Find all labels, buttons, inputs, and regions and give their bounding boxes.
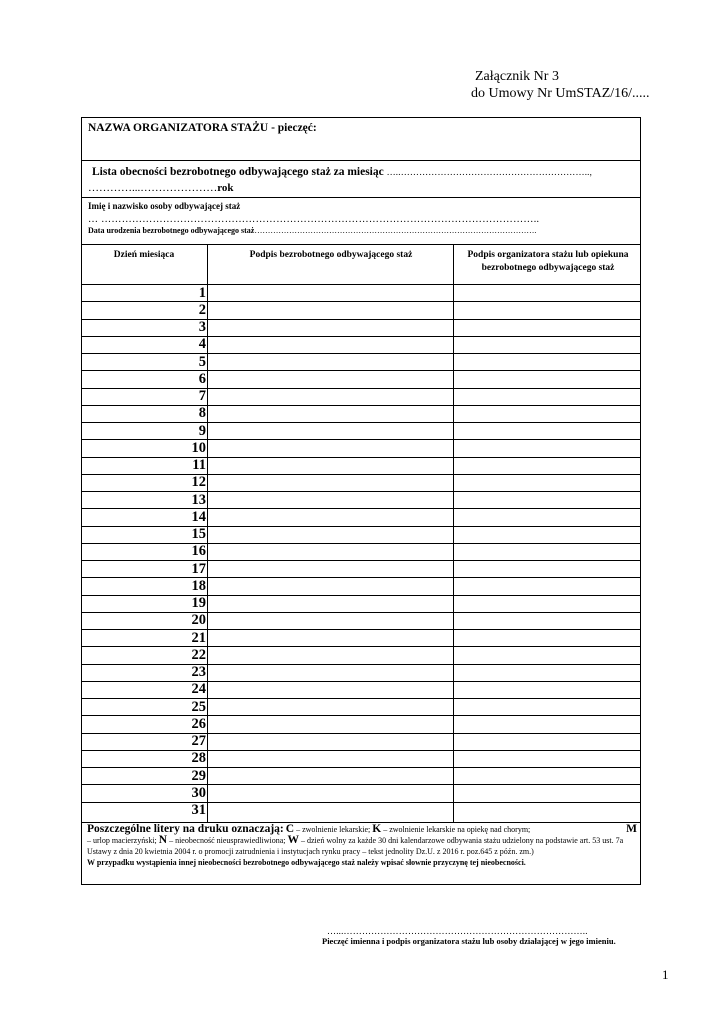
organizer-signature-cell[interactable] xyxy=(454,767,640,784)
organizer-signature-cell[interactable] xyxy=(454,526,640,543)
unemployed-signature-cell[interactable] xyxy=(208,560,453,577)
birth-field[interactable]: ……………………………………………………………………………………………. xyxy=(254,226,537,235)
day-number: 18 xyxy=(191,577,206,594)
organizer-signature-cell[interactable] xyxy=(454,474,640,491)
organizer-signature-cell[interactable] xyxy=(454,543,640,560)
organizer-signature-cell[interactable] xyxy=(454,560,640,577)
unemployed-signature-cell[interactable] xyxy=(208,612,453,629)
organizer-signature-cell[interactable] xyxy=(454,353,640,370)
legend-w-text: – dzień wolny za każde 30 dni kalendarzowe odbywania stażu udzielony na podstawie art. 53 ust. 7a Ustawy z dnia 20 kwietnia 2004 r. o promocji zatrudnienia i instytucjach rynku pracy – tekst jednolity Dz.U. z 2016 r. poz.645 z późn. zm.) xyxy=(87,836,624,856)
year-label: rok xyxy=(217,182,234,194)
organizer-signature-cell[interactable] xyxy=(454,370,640,387)
birth-label: Data urodzenia bezrobotnego odbywającego staż xyxy=(88,226,255,235)
day-number: 25 xyxy=(191,698,206,715)
organizer-signature-cell[interactable] xyxy=(454,612,640,629)
name-field[interactable]: … ……………………………………………………………………………………………………………….. xyxy=(88,214,540,225)
day-number: 14 xyxy=(191,508,206,525)
unemployed-signature-cell[interactable] xyxy=(208,629,453,646)
legend-line-1 xyxy=(87,824,637,835)
day-number: 13 xyxy=(191,491,206,508)
col-header-day: Dzień miesiąca xyxy=(113,250,175,260)
organizer-signature-cell[interactable] xyxy=(454,388,640,405)
organizer-signature-cell[interactable] xyxy=(454,681,640,698)
organizer-signature-cell[interactable] xyxy=(454,595,640,612)
unemployed-signature-cell[interactable] xyxy=(208,543,453,560)
unemployed-signature-cell[interactable] xyxy=(208,577,453,594)
organizer-signature-cell[interactable] xyxy=(454,319,640,336)
day-number: 17 xyxy=(191,560,206,577)
day-number: 3 xyxy=(198,319,206,335)
day-number: 8 xyxy=(198,405,206,422)
unemployed-signature-cell[interactable] xyxy=(208,491,453,508)
unemployed-signature-cell[interactable] xyxy=(208,664,453,681)
unemployed-signature-cell[interactable] xyxy=(208,370,453,387)
signature-label: Pieczęć imienna i podpis organizatora stażu lub osoby działającej w jego imieniu. xyxy=(322,936,616,946)
unemployed-signature-cell[interactable] xyxy=(208,767,453,784)
legend xyxy=(87,824,637,868)
organizer-signature-cell[interactable] xyxy=(454,405,640,422)
unemployed-signature-cell[interactable] xyxy=(208,750,453,767)
col-header-organizer-signature: Podpis organizatora stażu lub opiekuna bezrobotnego odbywającego staż xyxy=(467,250,629,273)
contract-number: do Umowy Nr UmSTAZ/16/..... xyxy=(471,86,650,101)
organizer-signature-cell[interactable] xyxy=(454,784,640,801)
organizer-title: NAZWA ORGANIZATORA STAŻU - pieczęć: xyxy=(88,122,317,134)
organizer-signature-cell[interactable] xyxy=(454,336,640,353)
organizer-signature-cell[interactable] xyxy=(454,508,640,525)
name-label: Imię i nazwisko osoby odbywającej staż xyxy=(88,201,241,211)
day-number: 6 xyxy=(198,370,206,387)
day-number: 29 xyxy=(191,767,206,784)
legend-c-text: – zwolnienie lekarskie; xyxy=(294,825,373,834)
day-number: 16 xyxy=(191,543,206,560)
unemployed-signature-cell[interactable] xyxy=(208,698,453,715)
day-number: 4 xyxy=(198,336,206,353)
attendance-label: Lista obecności bezrobotnego odbywającego staż za miesiąc xyxy=(92,166,384,178)
organizer-signature-cell[interactable] xyxy=(454,301,640,318)
organizer-signature-cell[interactable] xyxy=(454,646,640,663)
col-header-unemployed-signature: Podpis bezrobotnego odbywającego staż xyxy=(249,250,413,260)
organizer-signature-cell[interactable] xyxy=(454,715,640,732)
unemployed-signature-cell[interactable] xyxy=(208,526,453,543)
day-number: 15 xyxy=(191,526,206,542)
day-number: 9 xyxy=(198,422,206,439)
unemployed-signature-cell[interactable] xyxy=(208,422,453,439)
day-number: 1 xyxy=(198,284,206,301)
unemployed-signature-cell[interactable] xyxy=(208,439,453,456)
organizer-signature-cell[interactable] xyxy=(454,491,640,508)
divider xyxy=(82,197,640,198)
legend-k-text: – zwolnienie lekarskie na opiekę nad chorym; xyxy=(381,825,531,834)
legend-k: K xyxy=(372,823,382,835)
unemployed-signature-cell[interactable] xyxy=(208,715,453,732)
day-number: 31 xyxy=(191,802,206,818)
day-number: 24 xyxy=(191,681,206,698)
unemployed-signature-cell[interactable] xyxy=(208,733,453,750)
month-field[interactable]: …..…………………………………………………….., xyxy=(386,167,593,177)
unemployed-signature-cell[interactable] xyxy=(208,319,453,336)
day-number: 19 xyxy=(191,595,206,611)
unemployed-signature-cell[interactable] xyxy=(208,336,453,353)
unemployed-signature-cell[interactable] xyxy=(208,457,453,474)
page-number: 1 xyxy=(662,967,669,982)
unemployed-signature-cell[interactable] xyxy=(208,474,453,491)
unemployed-signature-cell[interactable] xyxy=(208,353,453,370)
organizer-signature-cell[interactable] xyxy=(454,698,640,715)
attachment-number: Załącznik Nr 3 xyxy=(475,69,559,84)
attendance-label-row xyxy=(92,166,592,178)
unemployed-signature-cell[interactable] xyxy=(208,508,453,525)
organizer-signature-cell[interactable] xyxy=(454,802,640,819)
attendance-form xyxy=(81,117,641,885)
day-number: 11 xyxy=(192,457,206,473)
day-number: 30 xyxy=(191,784,206,801)
unemployed-signature-cell[interactable] xyxy=(208,802,453,819)
day-number: 10 xyxy=(191,439,206,456)
unemployed-signature-cell[interactable] xyxy=(208,301,453,318)
year-field[interactable]: …………...………………… xyxy=(88,182,218,194)
legend-n-text: – nieobecność nieusprawiedliwiona; xyxy=(167,836,288,845)
day-number: 20 xyxy=(191,612,206,629)
unemployed-signature-cell[interactable] xyxy=(208,388,453,405)
legend-n: N xyxy=(158,834,168,846)
legend-lead: Poszczególne litery na druku oznaczają: xyxy=(87,823,284,835)
legend-c: C xyxy=(285,823,295,835)
unemployed-signature-cell[interactable] xyxy=(208,646,453,663)
document-header xyxy=(471,68,650,102)
legend-m: M xyxy=(626,823,637,835)
unemployed-signature-cell[interactable] xyxy=(208,405,453,422)
legend-note: W przypadku wystąpienia innej nieobecności bezrobotnego odbywającego staż należy wpisać słownie przyczynę tej nieobecności. xyxy=(87,858,526,867)
organizer-signature-cell[interactable] xyxy=(454,284,640,301)
unemployed-signature-cell[interactable] xyxy=(208,595,453,612)
unemployed-signature-cell[interactable] xyxy=(208,284,453,301)
organizer-signature-cell[interactable] xyxy=(454,577,640,594)
day-number: 28 xyxy=(191,750,206,767)
unemployed-signature-cell[interactable] xyxy=(208,681,453,698)
year-row xyxy=(88,182,234,194)
organizer-signature-cell[interactable] xyxy=(454,664,640,681)
organizer-signature-cell[interactable] xyxy=(454,629,640,646)
legend-w: W xyxy=(287,834,299,846)
organizer-signature-cell[interactable] xyxy=(454,422,640,439)
signature-field[interactable]: …...…………………………………………………………………….. xyxy=(327,926,588,936)
day-number: 2 xyxy=(198,301,206,318)
day-number: 12 xyxy=(191,474,206,491)
day-number: 22 xyxy=(191,646,206,663)
day-number: 23 xyxy=(191,664,206,680)
divider xyxy=(82,160,640,161)
unemployed-signature-cell[interactable] xyxy=(208,784,453,801)
organizer-signature-cell[interactable] xyxy=(454,439,640,456)
day-number: 21 xyxy=(191,629,206,646)
organizer-signature-cell[interactable] xyxy=(454,750,640,767)
organizer-signature-cell[interactable] xyxy=(454,733,640,750)
day-number: 27 xyxy=(191,733,206,749)
legend-m-text: – urlop macierzyński; xyxy=(87,836,159,845)
legend-line-2 xyxy=(87,835,637,857)
day-number: 26 xyxy=(191,715,206,732)
birth-row xyxy=(88,226,536,235)
day-number: 5 xyxy=(198,353,206,370)
day-number: 7 xyxy=(198,388,206,404)
divider xyxy=(82,244,640,245)
organizer-signature-cell[interactable] xyxy=(454,457,640,474)
